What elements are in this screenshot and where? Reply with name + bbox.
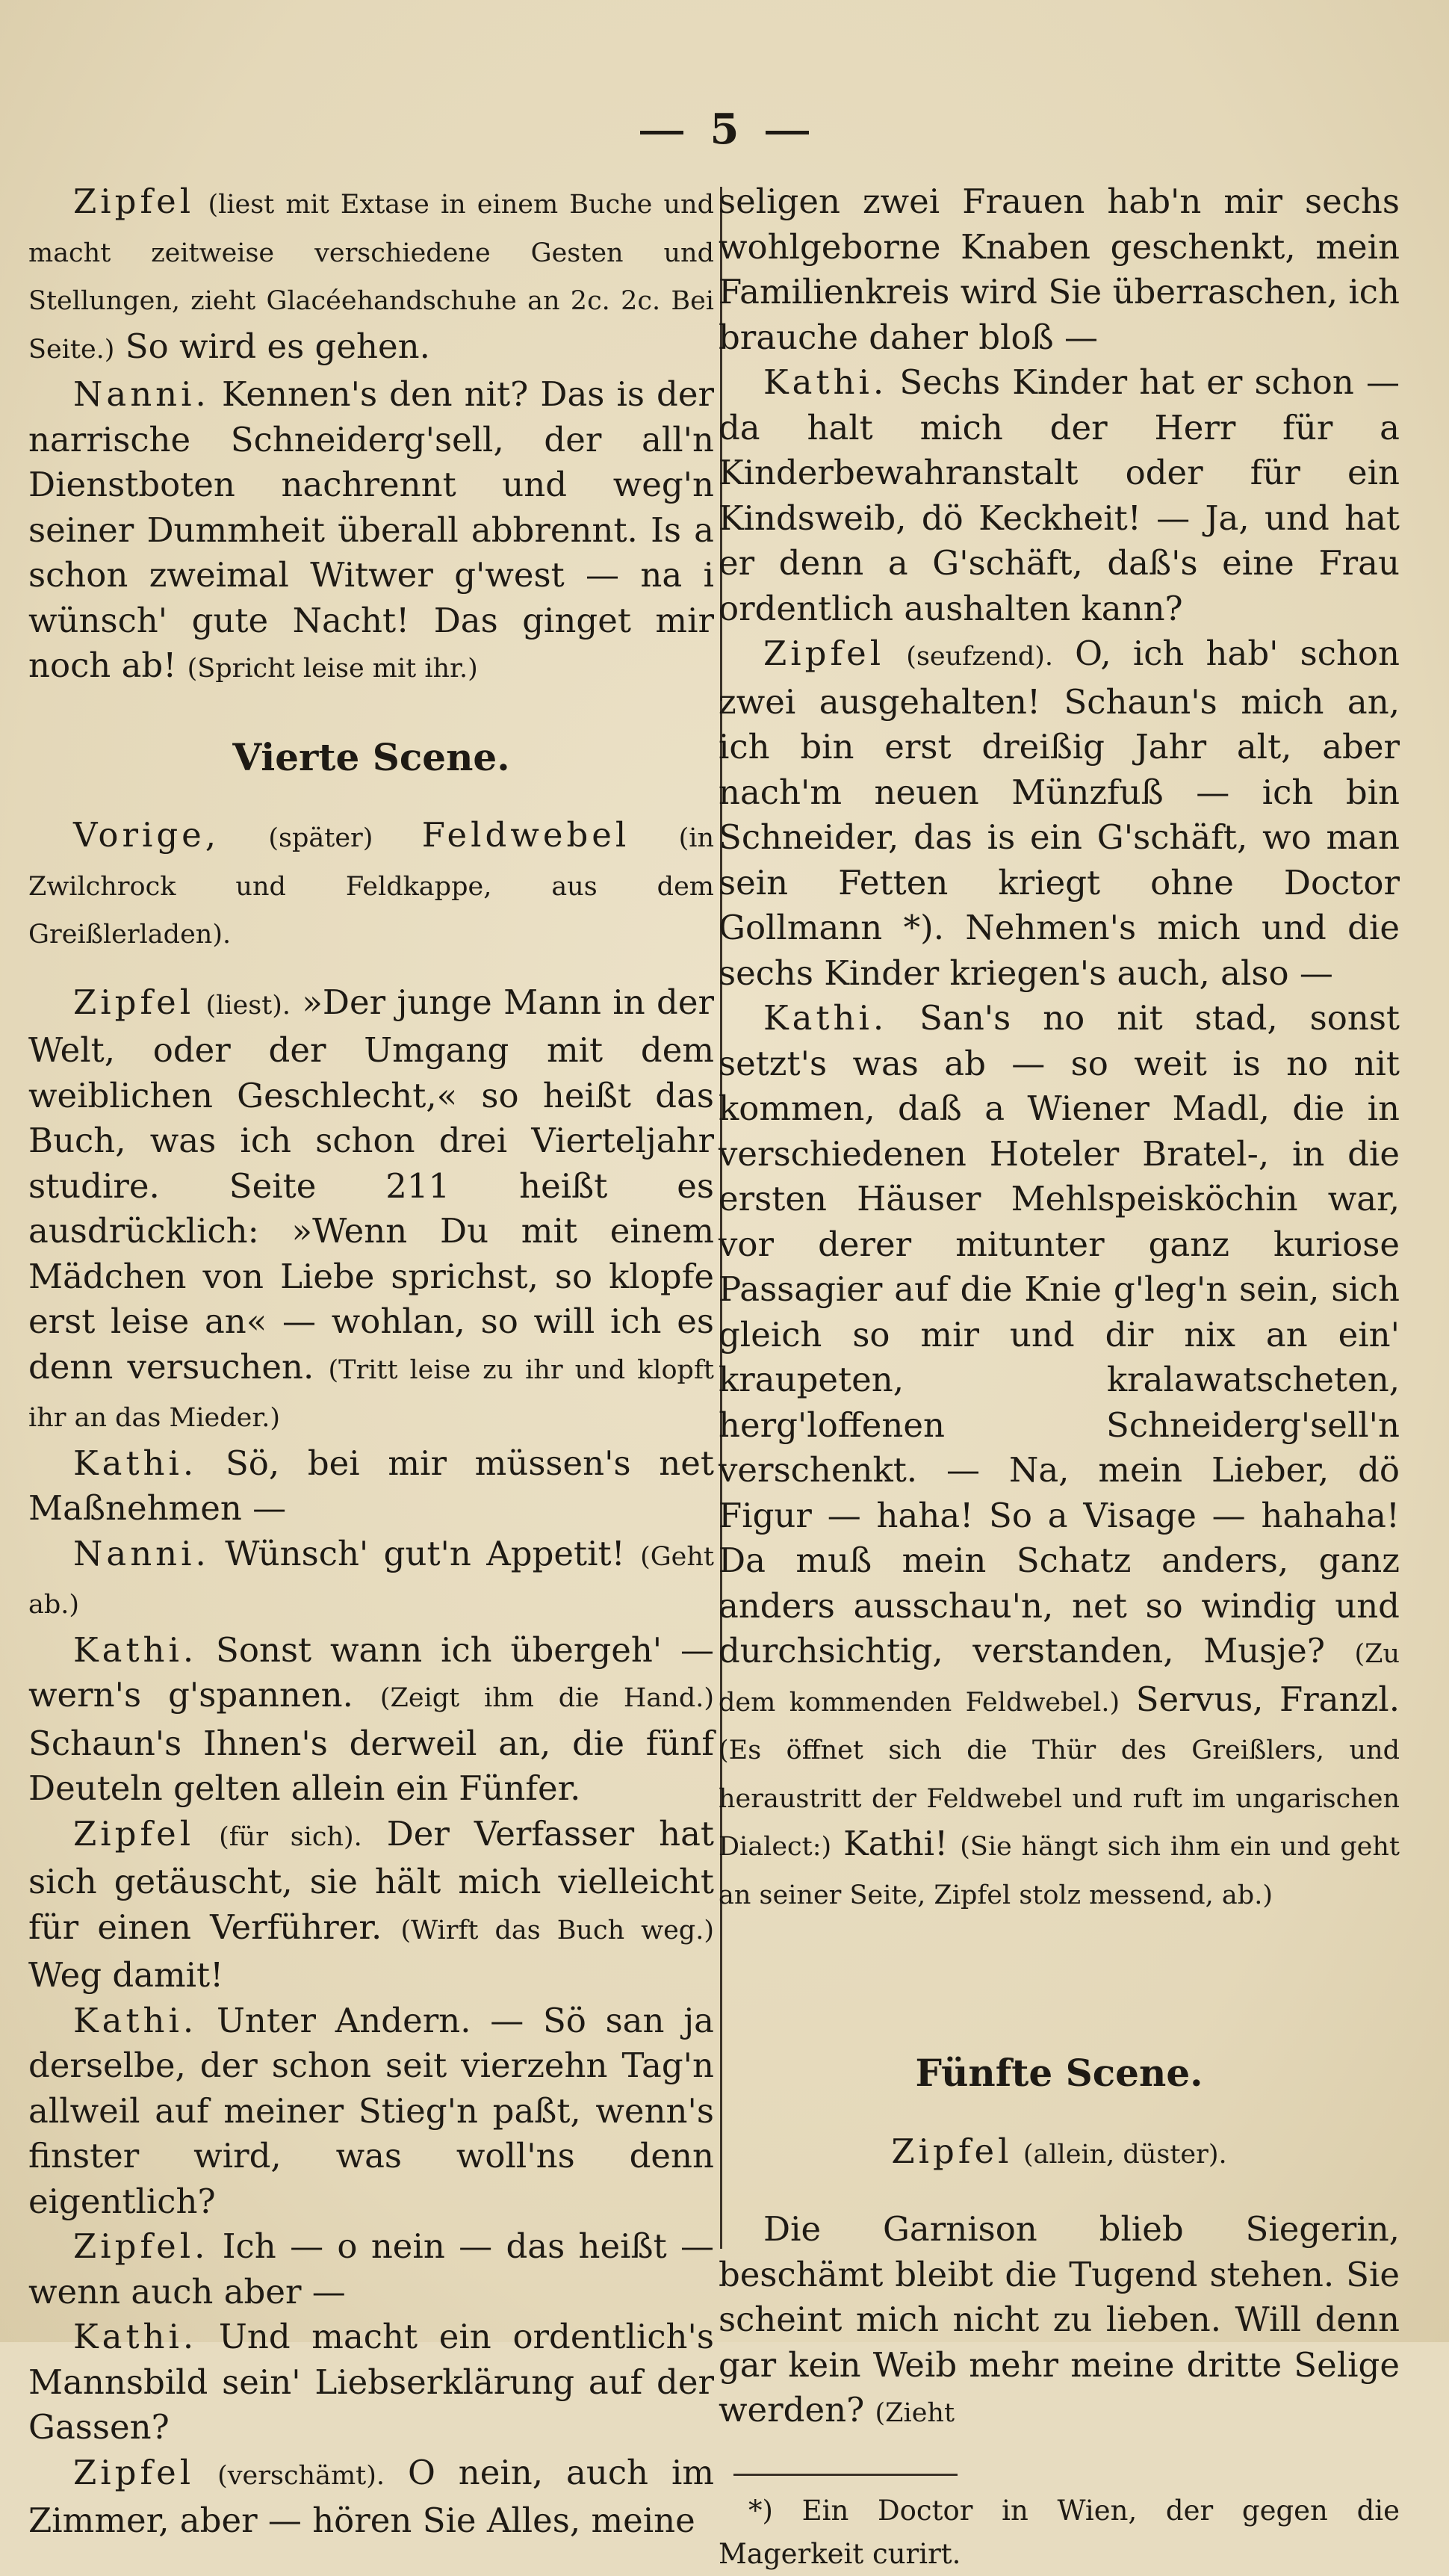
stage-direction: (liest). [205,990,291,1021]
speaker-name: Vorige, [73,815,220,855]
dialogue-text: Und macht ein ordentlich's Mannsbild sein' Liebserklärung auf der Gassen? [28,2317,714,2447]
stage-direction: (Zieht [875,2398,955,2428]
paragraph [28,1532,714,1628]
paragraph [719,2129,1400,2178]
paragraph [28,1628,714,1812]
paragraph [719,996,1400,1918]
stage-direction: (Sie hängt sich ihm ein und geht an seiner Seite, Zipfel stolz messend, ab.) [719,1832,1400,1910]
dialogue-text: Wünsch' gut'n Appetit! [225,1533,625,1573]
speaker-name: Zipfel [73,2452,195,2492]
dash-right [766,131,809,134]
spacer [719,2177,1400,2207]
speaker-name: Kathi. [763,998,888,1038]
stage-direction: (allein, düster). [1023,2139,1227,2170]
stage-direction: (verschämt). [217,2460,385,2491]
left-column [28,179,714,2544]
dialogue-text: seligen zwei Frauen hab'n mir sechs wohlgeborne Knaben geschenkt, mein Familienkreis wird Sie überraschen, ich brauche daher bloß — [719,182,1400,357]
stage-direction: (in Zwilchrock und Feldkappe, aus dem Greißlerladen). [28,823,714,950]
stage-direction: (Tritt leise zu ihr und klopft ihr an das Mieder.) [28,1354,714,1433]
spacer [719,1918,1400,2007]
paragraph [28,2315,714,2450]
paragraph [28,2224,714,2315]
speaker-name: Zipfel. [73,2226,209,2266]
speaker-name: Zipfel [73,1813,195,1854]
speaker-name: Zipfel [73,182,195,221]
paragraph [28,980,714,1441]
paragraph [28,1812,714,1998]
speaker-name: Kathi. [73,2000,198,2040]
speaker-name: Kathi. [763,362,888,402]
dialogue-text: »Der junge Mann in der Welt, oder der Umgang mit dem weiblichen Geschlecht,« so heißt das Buch, was ich schon drei Vierteljahr studire. Seite 211 heißt es ausdrücklich: »Wenn Du mit einem Mädchen von Liebe sprichst, so klopfe erst leise an« — wohlan, so will ich es denn versuchen. [28,982,714,1387]
speaker-name: Zipfel [891,2131,1013,2171]
dialogue-text: Sonst wann ich übergeh' — wern's g'spannen. [28,1629,714,1715]
paragraph [28,1441,714,1532]
dialogue-text: O, ich hab' schon zwei ausgehalten! Schaun's mich an, ich bin erst dreißig Jahr alt, aber nach'm neuen Münzfuß — ich bin Schneider, das is ein G'schäft, wo man sein Fetten kriegt ohne Doctor Gollmann *). Nehmen's mich und die sechs Kinder kriegen's auch, also — [719,634,1400,993]
scene-heading: Fünfte Scene. [915,2051,1203,2095]
stage-direction: (Wirft das Buch weg.) [400,1915,714,1945]
dash-left [640,131,683,134]
footnote-divider [733,2474,958,2476]
speaker-name: Nanni. [73,374,210,414]
speaker-name: Nanni. [73,1533,210,1573]
dialogue-text: Schaun's Ihnen's derweil an, die fünf Deuteln gelten allein ein Fünfer. [28,1723,714,1808]
scene-heading: Vierte Scene. [232,734,510,779]
paragraph [719,2207,1400,2436]
dialogue-text: Die Garnison blieb Siegerin, beschämt bleibt die Tugend stehen. Sie scheint mich nicht zu lieben. Will denn gar kein Weib mehr meine dritte Selige werden? [719,2209,1400,2430]
dialogue-text: Kathi! [843,1824,949,1863]
stage-direction: (später) [268,823,373,853]
stage-direction: (Es öffnet sich die Thür des Greißlers, und heraustritt der Feldwebel und ruft im ungarischen Dialect:) [719,1736,1400,1862]
speaker-name: Kathi. [73,1443,198,1483]
dialogue-text: Weg damit! [28,1955,224,1995]
speaker-name: Kathi. [73,1629,198,1670]
dialogue-text: Servus, Franzl. [1135,1679,1400,1719]
stage-direction: (seufzend). [906,642,1054,672]
stage-direction: (Zeigt ihm die Hand.) [379,1683,715,1713]
dialogue-text: Ich — o nein — das heißt — wenn auch aber — [28,2226,714,2312]
dialogue-text: So wird es gehen. [125,326,430,366]
footnote: *) Ein Doctor in Wien, der gegen die Magerkeit curirt. [719,2494,1400,2570]
stage-direction: (liest mit Extase in einem Buche und macht zeitweise verschiedene Gesten und Stellungen, zieht Glacéehandschuhe an 2c. 2c. Bei Seite.) [28,190,714,365]
dialogue-text: San's no nit stad, sonst setzt's was ab — so weit is no nit kommen, daß a Wiener Madl, die in verschiedenen Hoteler Bratel-, in die ersten Häuser Mehlspeisköchin war, vor derer mitunter ganz kuriose Passagier auf die Knie g'leg'n sein, sich gleich so mir und dir nix an ein' kraupeten, kralawatscheten, herg'loffenen Schneiderg'sell'n verschenkt. — Na, mein Lieber, dö Figur — haha! So a Visage — hahaha! Da muß mein Schatz anders, ganz anders ausschau'n, net so windig und durchsichtig, verstanden, Musje? [719,998,1400,1671]
stage-direction: (Spricht leise mit ihr.) [187,654,478,684]
dialogue-text: O nein, auch im Zimmer, aber — hören Sie Alles, meine [28,2452,715,2540]
speaker-name: Zipfel [763,634,885,673]
dialogue-text: Sechs Kinder hat er schon — da halt mich der Herr für a Kinderbewahranstalt oder für ein Kindsweib, dö Keckheit! — Ja, und hat er denn a G'schäft, daß's eine Frau ordentlich aushalten kann? [719,362,1400,628]
page-number-header [0,105,1449,154]
speaker-name: Feldwebel [421,815,630,855]
speaker-name: Kathi. [73,2317,198,2356]
stage-direction: (Zu dem kommenden Feldwebel.) [719,1639,1400,1718]
paragraph [719,631,1400,996]
spacer [28,958,714,980]
page-number: 5 [710,105,739,154]
dialogue-text: Unter Andern. — Sö san ja derselbe, der schon seit vierzehn Tag'n allweil auf meiner Stieg'n paßt, wenn's finster wird, was woll'ns denn eigentlich? [28,2000,714,2221]
paragraph [28,372,714,692]
speaker-name: Zipfel [73,982,195,1022]
dialogue-text: Sö, bei mir müssen's net Maßnehmen — [28,1443,714,1528]
stage-direction: (für sich). [219,1821,362,1852]
paragraph [28,1998,714,2225]
dialogue-text: Der Verfasser hat sich getäuscht, sie hält mich vielleicht für einen Verführer. [28,1813,714,1947]
paragraph [28,2450,714,2544]
paragraph [719,179,1400,360]
right-column [719,179,1400,2576]
paragraph [28,813,714,958]
paragraph [28,179,714,372]
dialogue-text: Kennen's den nit? Das is der narrische Schneiderg'sell, der all'n Dienstboten nachrennt und weg'n seiner Dummheit überall abbrennt. Is a schon zweimal Witwer g'west — na i wünsch' gute Nacht! Das ginget mir noch ab! [28,374,714,685]
stage-direction: (Geht ab.) [28,1541,714,1620]
paragraph [719,360,1400,631]
